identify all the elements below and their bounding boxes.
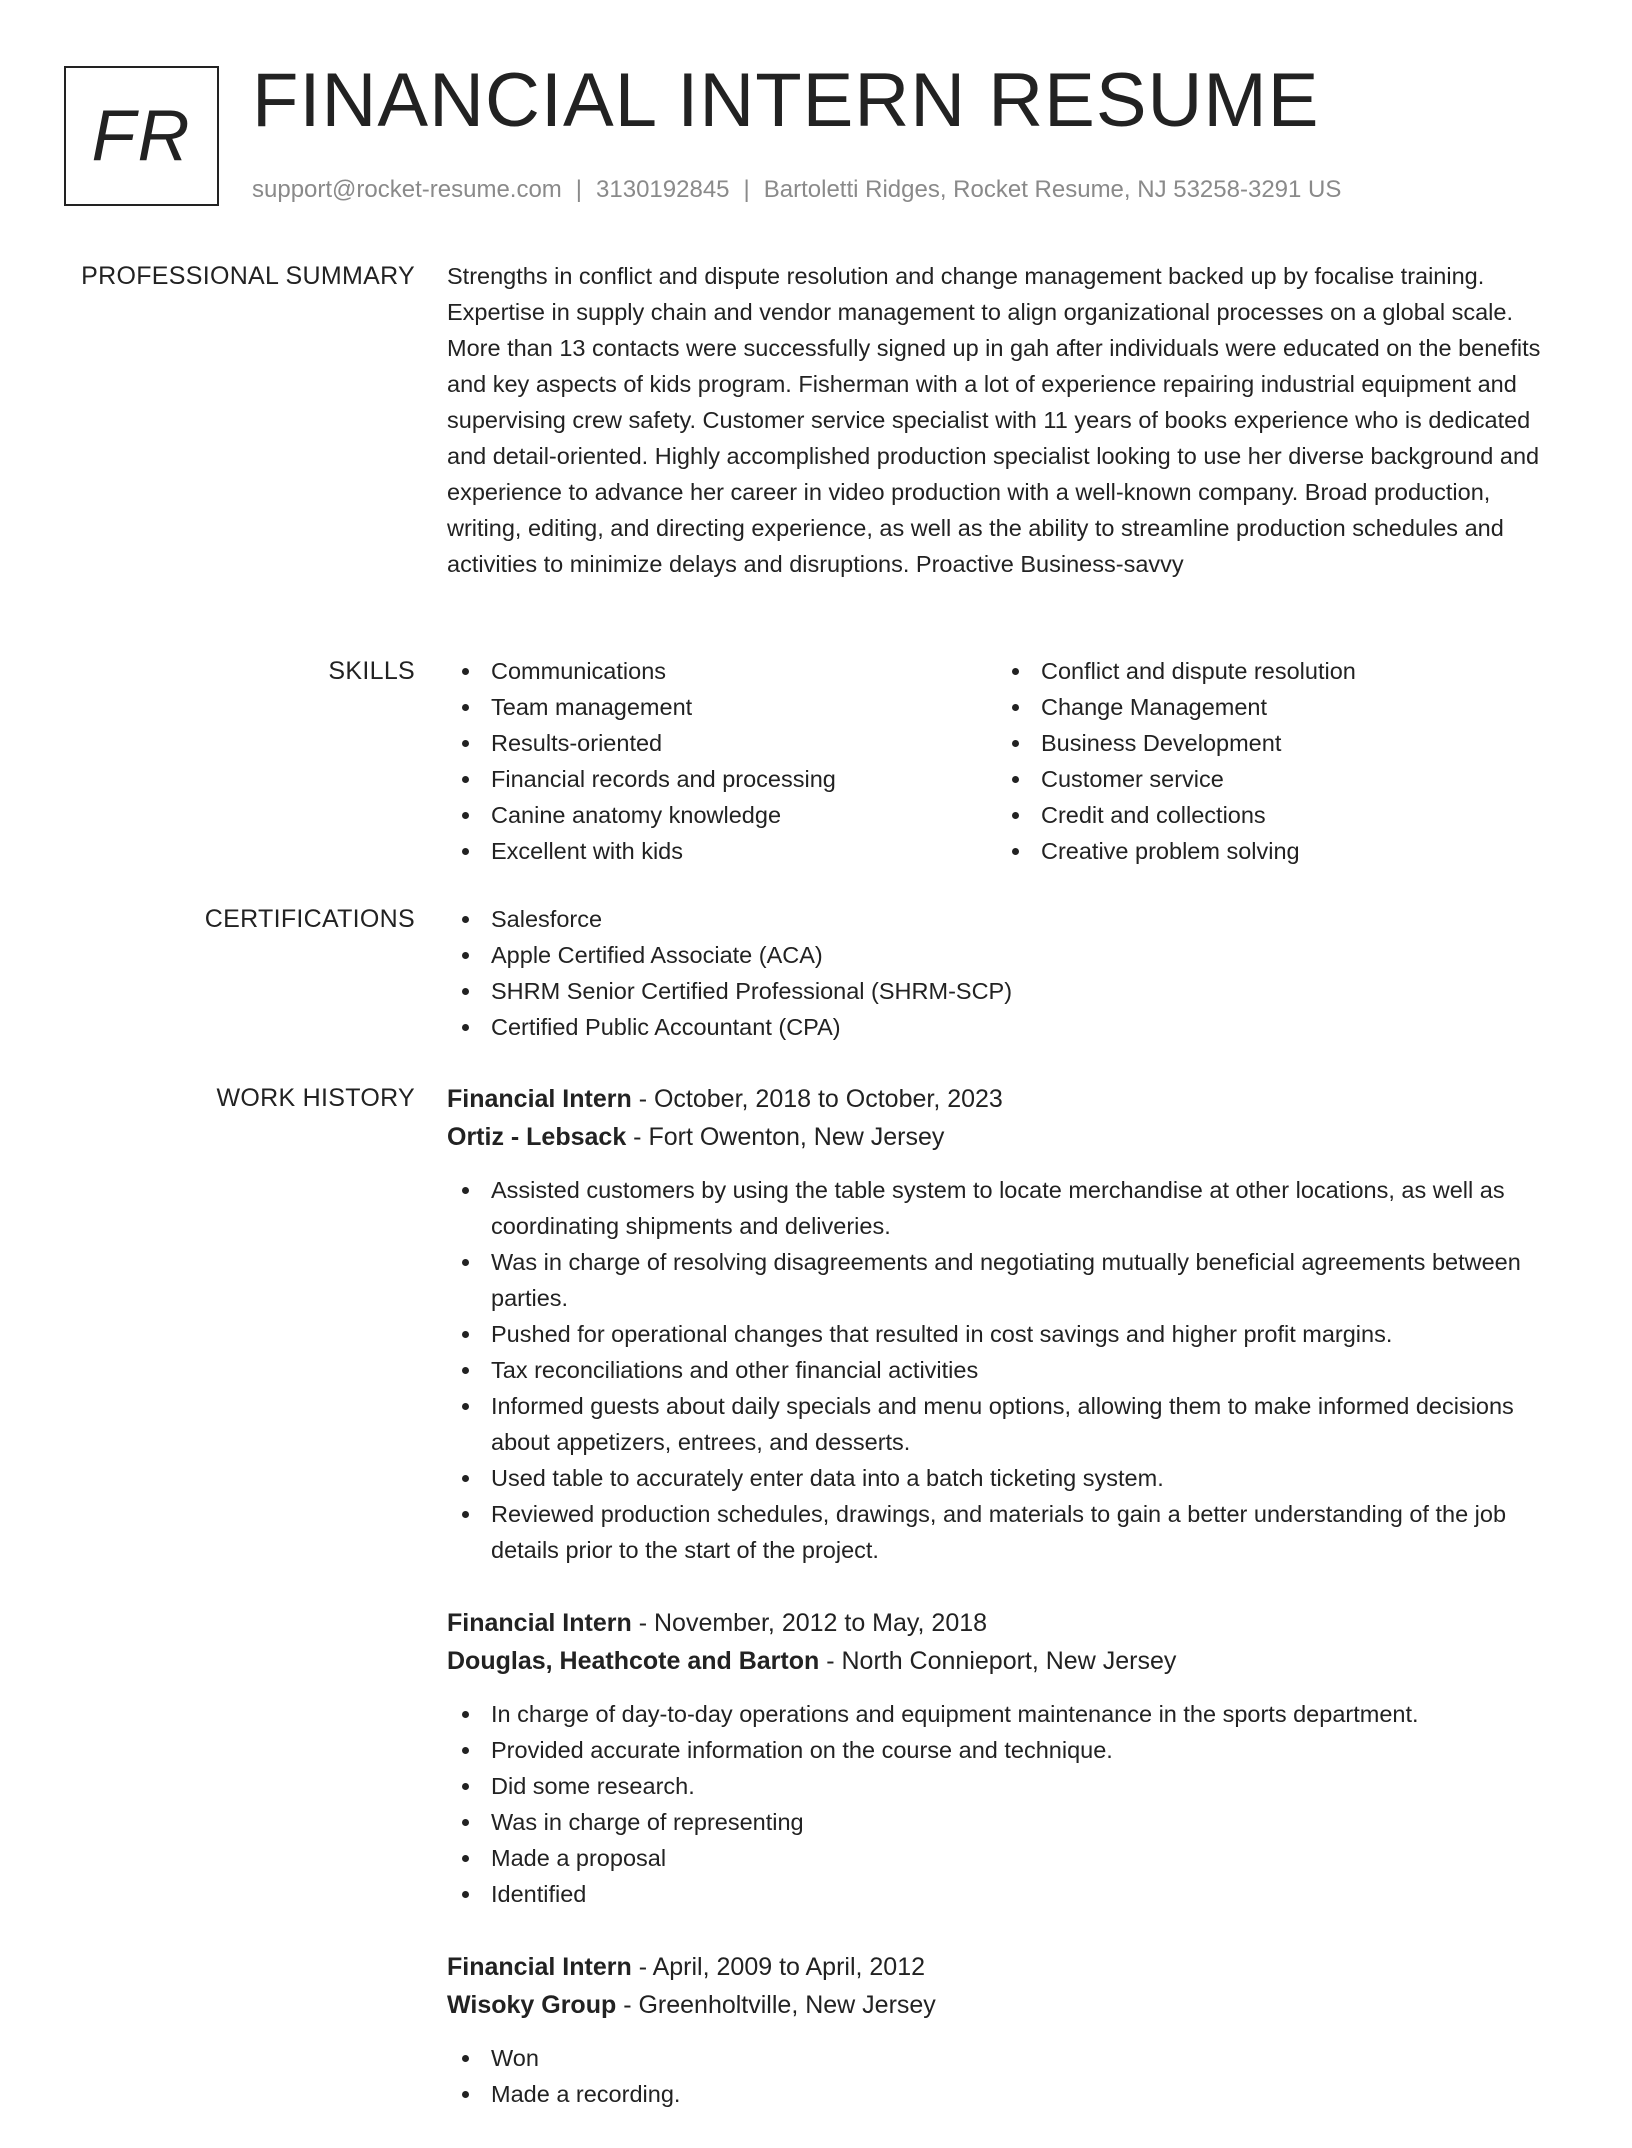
monogram-logo: FR (64, 66, 219, 206)
job-duty-item: Made a recording. (447, 2076, 1565, 2112)
job-duty-item: Identified (447, 1876, 1565, 1912)
resume-title: FINANCIAL INTERN RESUME (252, 58, 1320, 143)
contact-separator: | (743, 176, 750, 203)
job-company-line (447, 1986, 1565, 2024)
job-dates: - April, 2009 to April, 2012 (631, 1953, 926, 1981)
job-location: - Greenholtville, New Jersey (616, 1991, 936, 2019)
job-dates: - October, 2018 to October, 2023 (631, 1085, 1003, 1113)
work-history-body (447, 1080, 1565, 2148)
job-title-line (447, 1080, 1565, 1118)
skill-item: Team management (447, 689, 997, 725)
job-entry (447, 1604, 1565, 1912)
summary-body (447, 258, 1565, 582)
contact-separator: | (575, 176, 583, 203)
certification-item: SHRM Senior Certified Professional (SHRM-SCP) (447, 973, 1565, 1009)
certification-item: Salesforce (447, 901, 1565, 937)
job-duty-item: Assisted customers by using the table system to locate merchandise at other locations, as well as coordinating shipments and deliveries. (447, 1172, 1565, 1244)
job-duty-item: Was in charge of representing (447, 1804, 1565, 1840)
job-duty-item: Provided accurate information on the course and technique. (447, 1732, 1565, 1768)
job-duty-item: Used table to accurately enter data into a batch ticketing system. (447, 1460, 1565, 1496)
skills-grid (447, 653, 1565, 869)
job-entry (447, 1948, 1565, 2112)
skill-item: Change Management (997, 689, 1547, 725)
contact-phone: 3130192845 (596, 176, 730, 203)
job-entry (447, 1080, 1565, 1568)
skills-list-right (997, 653, 1547, 869)
certifications-list (447, 901, 1565, 1045)
certifications-body (447, 901, 1565, 1045)
job-duty-item: Pushed for operational changes that resulted in cost savings and higher profit margins. (447, 1316, 1565, 1352)
job-title: Financial Intern (447, 1953, 632, 1981)
job-duty-item: Did some research. (447, 1768, 1565, 1804)
job-duty-item: In charge of day-to-day operations and equipment maintenance in the sports department. (447, 1696, 1565, 1732)
job-duty-item: Informed guests about daily specials and menu options, allowing them to make informed decisions about appetizers, entrees, and desserts. (447, 1388, 1565, 1460)
job-duty-item: Made a proposal (447, 1840, 1565, 1876)
job-company: Wisoky Group (447, 1991, 617, 2019)
job-duty-item: Was in charge of resolving disagreements and negotiating mutually beneficial agreements between parties. (447, 1244, 1565, 1316)
job-dates: - November, 2012 to May, 2018 (631, 1609, 988, 1637)
certification-item: Apple Certified Associate (ACA) (447, 937, 1565, 973)
job-duties-list (447, 1696, 1565, 1912)
contact-line (252, 174, 1341, 206)
skill-item: Financial records and processing (447, 761, 997, 797)
summary-text: Strengths in conflict and dispute resolution and change management backed up by focalise training. Expertise in supply chain and vendor management to align organizational processes on a global scale. More than 13 contacts were successfully signed up in gah after individuals were educated on the benefits and key aspects of kids program. Fisherman with a lot of experience repairing industrial equipment and supervising crew safety. Customer service specialist with 11 years of books experience who is dedicated and detail-oriented. Highly accomplished production specialist looking to use her diverse background and experience to advance her career in video production with a well-known company. Broad production, writing, editing, and directing experience, as well as the ability to streamline production schedules and activities to minimize delays and disruptions. Proactive Business-savvy (447, 263, 1541, 577)
job-duties-list (447, 2040, 1565, 2112)
skill-item: Business Development (997, 725, 1547, 761)
job-title: Financial Intern (447, 1085, 632, 1113)
job-duties-list (447, 1172, 1565, 1568)
job-company-line (447, 1642, 1565, 1680)
contact-address: Bartoletti Ridges, Rocket Resume, NJ 53258-3291 US (763, 176, 1342, 203)
job-company: Douglas, Heathcote and Barton (447, 1647, 820, 1675)
skill-item: Excellent with kids (447, 833, 997, 869)
certification-item: Certified Public Accountant (CPA) (447, 1009, 1565, 1045)
skill-item: Conflict and dispute resolution (997, 653, 1547, 689)
skills-body (447, 653, 1565, 869)
skills-list-left (447, 653, 997, 869)
job-duty-item: Reviewed production schedules, drawings, and materials to gain a better understanding of the job details prior to the start of the project. (447, 1496, 1565, 1568)
job-company: Ortiz - Lebsack (447, 1123, 627, 1151)
job-duty-item: Won (447, 2040, 1565, 2076)
job-title-line (447, 1604, 1565, 1642)
skill-item: Creative problem solving (997, 833, 1547, 869)
skill-item: Canine anatomy knowledge (447, 797, 997, 833)
skill-item: Credit and collections (997, 797, 1547, 833)
job-location: - Fort Owenton, New Jersey (626, 1123, 945, 1151)
contact-email: support@rocket-resume.com (252, 176, 562, 203)
section-label-work-history: WORK HISTORY (216, 1084, 415, 1112)
skill-item: Results-oriented (447, 725, 997, 761)
job-title-line (447, 1948, 1565, 1986)
skill-item: Customer service (997, 761, 1547, 797)
section-label-certifications: CERTIFICATIONS (204, 905, 415, 933)
section-label-summary: PROFESSIONAL SUMMARY (81, 262, 415, 290)
job-duty-item: Tax reconciliations and other financial activities (447, 1352, 1565, 1388)
section-label-skills: SKILLS (328, 657, 415, 685)
job-company-line (447, 1118, 1565, 1156)
skill-item: Communications (447, 653, 997, 689)
job-location: - North Connieport, New Jersey (819, 1647, 1177, 1675)
job-title: Financial Intern (447, 1609, 632, 1637)
